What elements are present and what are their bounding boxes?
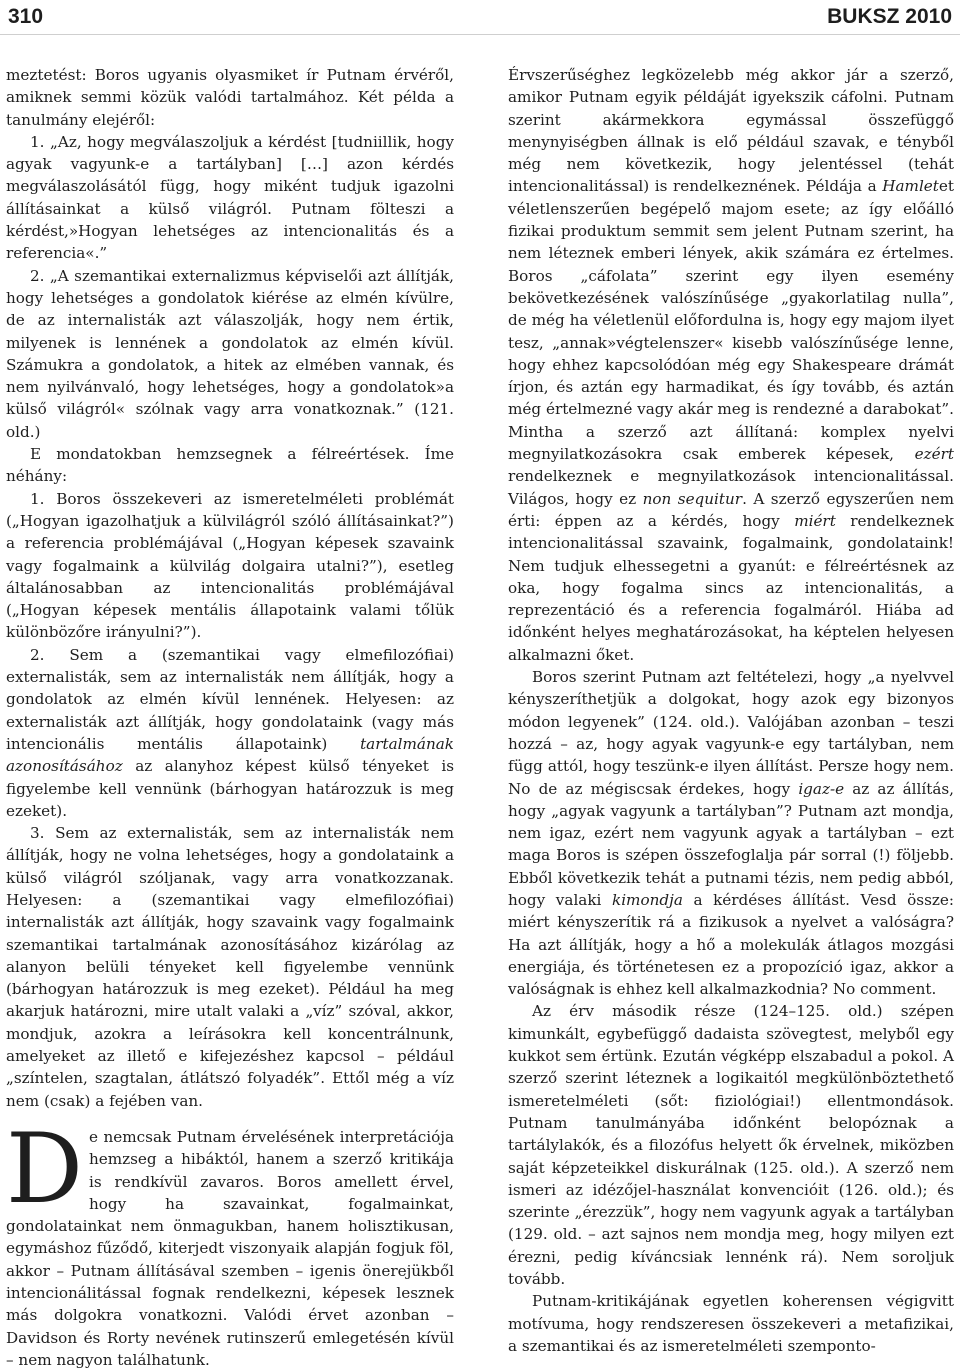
paragraph: E mondatokban hemzsegnek a félreértések. Íme néhány:	[6, 445, 454, 486]
quote-1: 1. „Az, hogy megválaszoljuk a kérdést [tudniillik, hogy agyak vagyunk-e a tartályban] […] azon kérdés megválaszolásától függ, hogy miként tudjuk igazolni állításainkat a külső világról. Putnam fölteszi a kérdést,»Hogyan lehetséges az intencionalitás és a referencia«.”	[6, 132, 454, 263]
paragraph: meztetést: Boros ugyanis olyasmiket ír Putnam érvéről, amiknek semmi közük valódi tartalmához. Két példa a tanulmány elejéről:	[6, 66, 454, 129]
drop-cap: D	[6, 1112, 83, 1225]
paragraph: Boros szerint Putnam azt feltételezi, hogy „a nyelvvel kényszeríthetjük a dolgokat, hogy azok egy bizonyos módon legyenek” (124. old.). Valójában azonban – teszi hozzá – az, hogy agyak vagyunk-e egy tartályban, nem függ attól, hogy teszünk-e ilyen állítást. Persze hogy nem. No de az mégiscsak érdekes, hogy igaz-e az az állítás, hogy „agyak vagyunk a tartályban”? Putnam azt mondja, nem igaz, ezért nem vagyunk agyak a tartályban – ezt maga Boros is szépen összefoglalja pár sorral (!) följebb. Ebből következik tehát a putnami tézis, nem pedig abból, hogy valaki kimondja a kérdéses állítást. Vesd össze: miért kényszerítik rá a fizikusok a nyelvet a valóságra? Ha azt állítják, hogy a hő a molekulák átlagos mozgási energiája, és történetesen ez a propozíció igaz, akkor a valóságnak is ehhez kell alkalmazkodnia? No comment.	[508, 668, 954, 999]
paragraph: Putnam-kritikájának egyetlen koherensen végigvitt motívuma, hogy rendszeresen összekeveri a metafizikai, a szemantikai és az ismeretelméleti szemponto-	[508, 1292, 954, 1355]
page-header	[0, 0, 960, 35]
left-column	[6, 64, 454, 1371]
paragraph: Érvszerűséghez legközelebb még akkor jár a szerző, amikor Putnam egyik példáját igyekszik cáfolni. Putnam szerint akármekkora egymással összefüggő menynyiségben állnak is elő például szavak, e tényből még nem következik, hogy jelentéssel (tehát intencionalitással) is rendelkeznének. Példája a Hamletet véletlenszerűen begépelő majom esete; az így előálló fizikai produktum semmit sem jelent Putnam szerint, ha nem léteznek emberi lények, akik számára ez értelmes. Boros „cáfolata” szerint egy ilyen esemény bekövetkezésének valószínűsége „gyakorlatilag nulla”, de még ha véletlenül előfordulna is, hogy egy majom ilyet tesz, „annak»végtelenszer« kisebb valószínűsége lenne, hogy ehhez kapcsolódóan még egy Shakespeare drámát írjon, és aztán egy harmadikat, és így tovább, és aztán még értelmezné vagy akár meg is rendezné a darabokat”. Mintha a szerző azt állítaná: komplex nyelvi megnyilatkozásokra csak emberek képesek, ezért rendelkeznek e megnyilatkozások intencionalitással. Világos, hogy ez non sequitur. A szerző egyszerűen nem érti: éppen az a kérdés, hogy miért rendelkeznek intencionalitással szavaink, fogalmaink, gondolataink! Nem tudjuk elhessegetni a gyanút: e félreértésnek az oka, hogy fogalma sincs az intencionalitás, a reprezentáció és a referencia fogalmáról. Hiába ad időnként helyes meghatározásokat, ha képtelen helyesen alkalmazni őket.	[508, 66, 954, 664]
misunderstanding-2: 2. Sem a (szemantikai vagy elmefilozófiai) externalisták, sem az internalisták nem állítják, hogy a gondolatok az elmén kívül lennének. Helyesen: az externalisták azt állítják, hogy gondolataink (vagy más intencionális mentális állapotaink) tartalmának azonosításához az alanyhoz képest külső tényeket is figyelembe kell vennünk (bárhogyan határozzuk is meg ezeket).	[6, 645, 454, 820]
journal-title: BUKSZ 2010	[827, 5, 952, 28]
misunderstanding-3: 3. Sem az externalisták, sem az internalisták nem állítják, hogy ne volna lehetséges, hogy a gondolataink a külső világról szóljanak, vagy arra vonatkozzanak. Helyesen: a (szemantikai vagy elmefilozófiai) internalisták azt állítják, hogy szavaink vagy fogalmaink szemantikai tartalmának azonosításához kizárólag az alanyon belüli tényeket kell figyelembe vennünk (bárhogyan határozzuk is meg ezeket). Például ha meg akarjuk határozni, mire utalt valaki a „víz” szóval, akkor, mondjuk, azokra a leírásokra kell koncentrálnunk, amelyeket az illető e kifejezéshez kapcsol – például „színtelen, szagtalan, átlátszó folyadék”. Ettől még a víz nem (csak) a fejében van.	[6, 824, 454, 1110]
right-column	[508, 64, 954, 1357]
paragraph: Az érv második része (124–125. old.) szépen kimunkált, egybefüggő dadaista szövegtest, melyből egy kukkot sem értünk. Ezután végképp elszabadul a pokol. A szerző szerint léteznek a logikaitól megkülönböztethető ismeretelméleti (sőt: fiziológiai!) ellentmondások. Putnam tanulmányába időnként belopóznak a tartálylakók, és a filozófus helyett ők érvelnek, miközben saját képzeteikkel diskurálnak (125. old.). A szerző nem ismeri az idézőjel-használat konvencióit (126. old.); és szerinte „érezzük”, hogy nem vagyunk agyak a tartályban (129. old. – azt sajnos nem mondja meg, hogy milyen ezt érezni, pedig kíváncsiak lennénk rá). Nem soroljuk tovább.	[508, 1002, 954, 1289]
misunderstanding-1: 1. Boros összekeveri az ismeretelméleti problémát („Hogyan igazolhatjuk a külvilágról szóló állításainkat?”) a referencia problémájával („Hogyan képesek szavaink vagy fogalmaink a külvilág dolgaira utalni?”), esetleg általánosabban az intencionalitás problémájával („Hogyan képesek mentális állapotaink valami tőlük különbözőre irányulni?”).	[6, 489, 454, 642]
dropcap-paragraph: De nemcsak Putnam érvelésének interpretációja hemzseg a hibáktól, hanem a szerző kritikája is rendkívül zavaros. Boros amellett érvel, hogy ha szavainkat, fogalmainkat, gondolatainkat nem önmagukban, hanem holisztikusan, egymáshoz fűződő, kiterjedt viszonyaik alapján fogjuk föl, akkor – Putnam állításával szemben – igenis önerejükből intencionálitással fognak rendelkezni, képesek lesznek más dolgokra vonatkozni. Valódi érvet azonban – Davidson és Rorty nevének rutinszerű emlegetésén kívül – nem nagyon találhatunk.	[6, 1112, 454, 1369]
quote-2: 2. „A szemantikai externalizmus képviselői azt állítják, hogy lehetséges a gondolatok kiérése az elmén kívülre, de az internalisták azt válaszolják, hogy nem értik, milyenek is lennének a gondolatok az elmén kívül. Számukra a gondolatok, a hitek az elmében vannak, és nem nyilvánvaló, hogy lehetséges, hogy a gondolatok»a külső világról« szólnak vagy arra vonatkoznak.” (121. old.)	[6, 266, 454, 441]
page-number: 310	[8, 5, 44, 28]
